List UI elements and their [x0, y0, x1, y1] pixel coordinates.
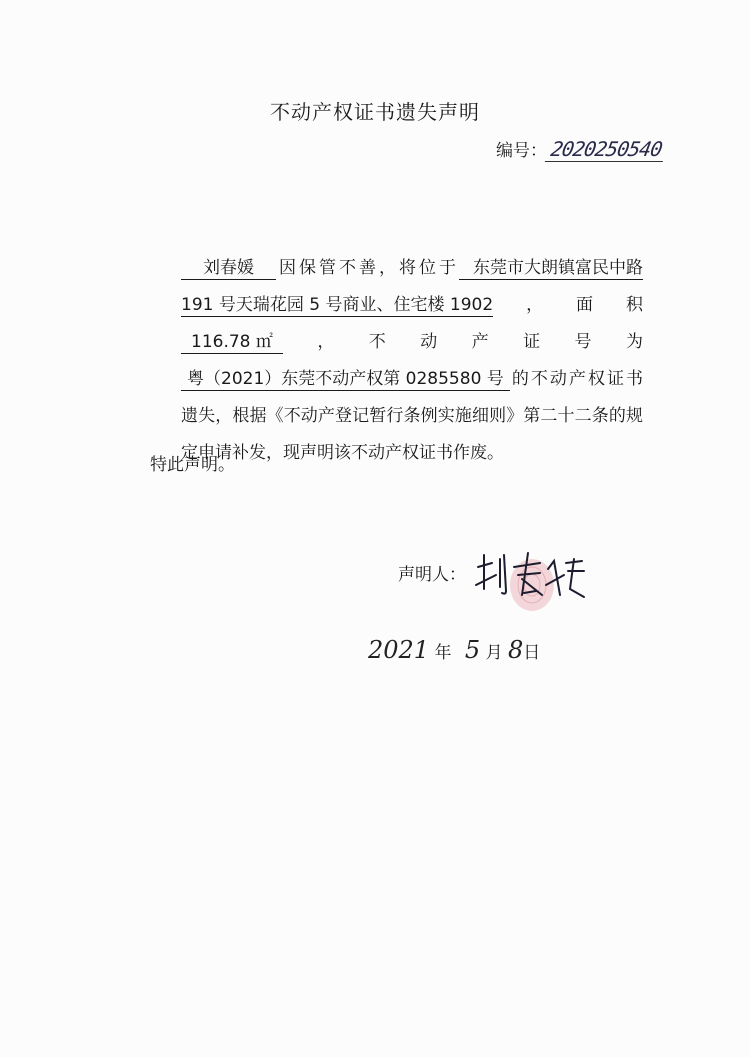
- text-segment-4: 的不动产权证书遗失，根据《不动产登记暂行条例实施细则》第二十二条的规定申请补发，现声明该不动产权证书作废。: [181, 369, 643, 463]
- date-line: [368, 636, 540, 664]
- number-value: 2020250540: [545, 137, 668, 162]
- date-month: 5: [464, 636, 481, 664]
- number-label: 编号：: [496, 141, 547, 161]
- area-value: 116.78 ㎡: [181, 331, 283, 354]
- statement-body: [113, 250, 643, 472]
- declarant-label: 声明人：: [398, 565, 466, 585]
- statement-paragraph: [113, 250, 643, 472]
- declarant-line: [398, 560, 466, 585]
- document-title: 不动产权证书遗失声明: [270, 100, 480, 124]
- document-number: [496, 136, 665, 162]
- date-day-unit: 日: [523, 643, 541, 663]
- date-day: 8: [507, 636, 524, 664]
- text-segment-3: ，不动产证号为: [282, 332, 643, 352]
- address-part-2: 191 号天瑞花园 5 号商业、住宅楼 1902: [181, 295, 494, 315]
- date-month-unit: 月: [485, 643, 503, 663]
- certificate-number: 粤（2021）东莞不动产权第 0285580 号: [181, 368, 510, 391]
- address-part-1: 东莞市大朗镇富民中路: [459, 257, 643, 280]
- date-year: 2021: [368, 636, 430, 664]
- closing-statement: 特此声明。: [150, 455, 235, 475]
- handwritten-signature: [470, 545, 590, 615]
- text-segment-1: 因保管不善，将位于: [276, 258, 459, 278]
- date-year-unit: 年: [434, 643, 452, 663]
- owner-name: 刘春媛: [181, 257, 276, 280]
- text-segment-2: ，面积: [493, 295, 643, 315]
